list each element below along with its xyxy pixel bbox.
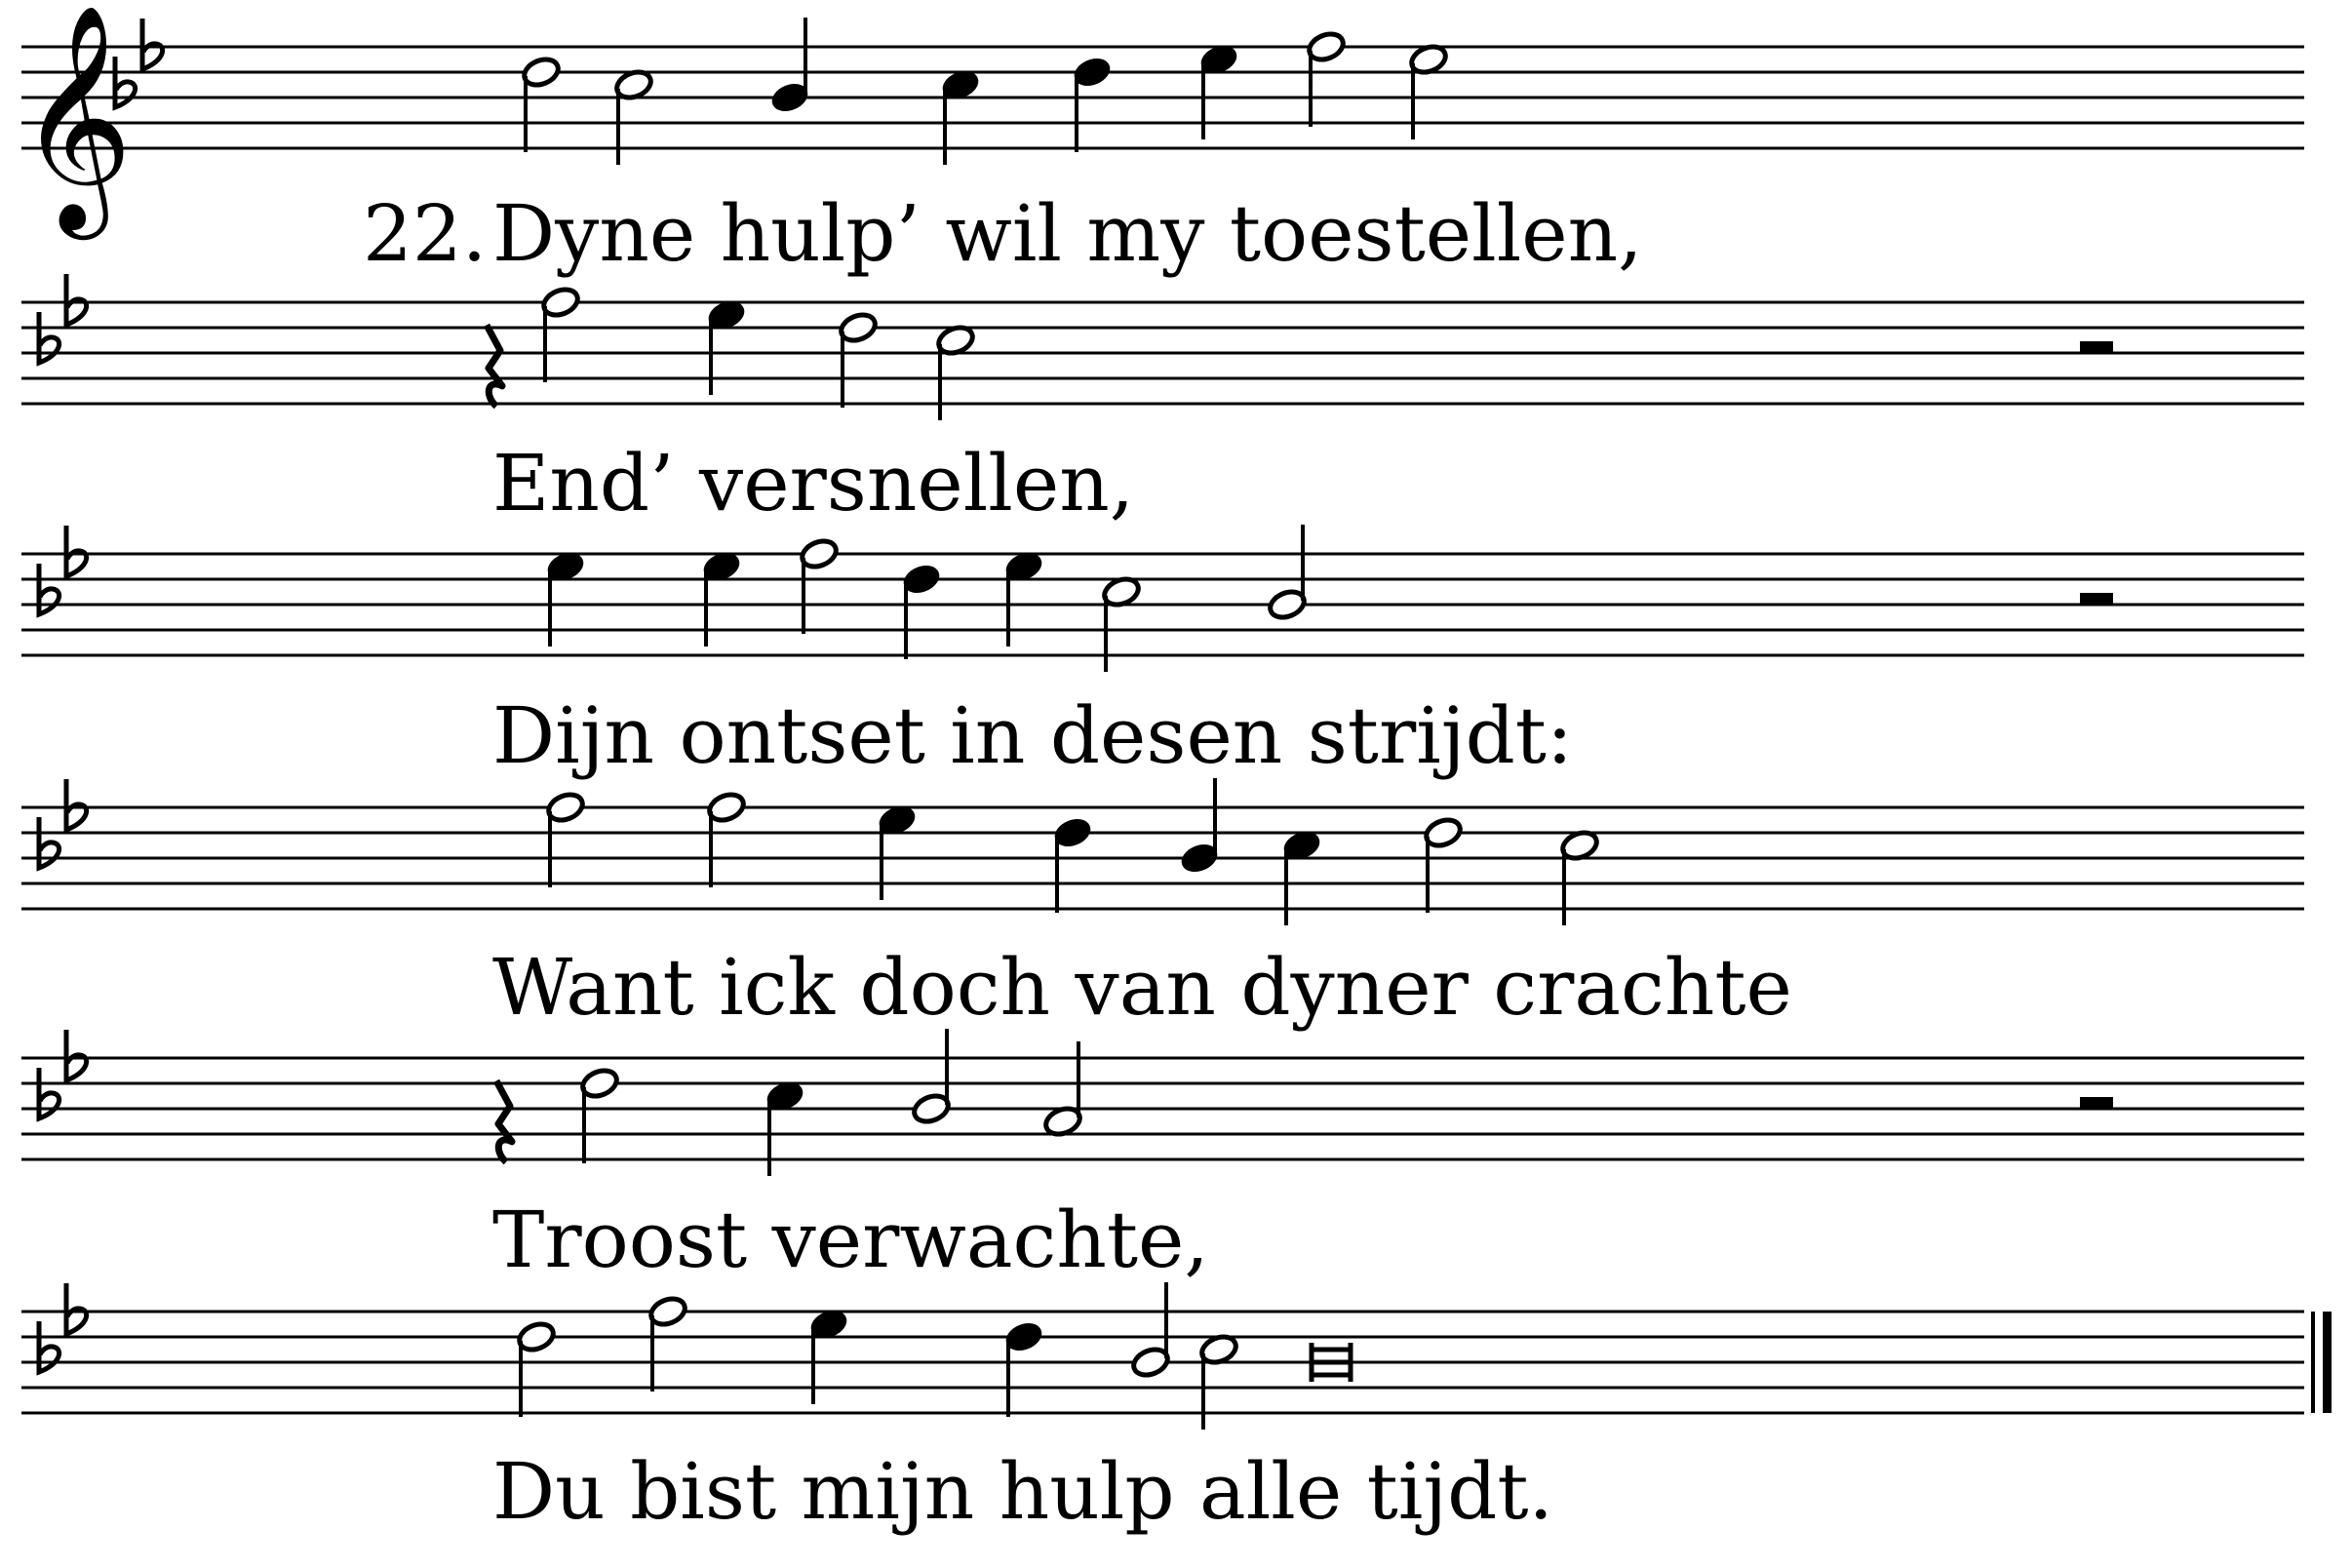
flat-sign-2 bbox=[66, 1283, 87, 1334]
flat-sign-1 bbox=[39, 1321, 59, 1372]
lyric-line-4: Want ick doch van dyner crachte bbox=[492, 942, 1792, 1033]
lyric-line-3: Dijn ontset in desen strijdt: bbox=[492, 690, 1573, 781]
lyric-line-2: End’ versnellen, bbox=[492, 438, 1135, 529]
flat-sign-2 bbox=[142, 19, 163, 69]
staff-3 bbox=[21, 525, 2304, 672]
quarter-rest bbox=[496, 1080, 512, 1161]
flat-sign-2 bbox=[66, 526, 87, 576]
flat-sign-2 bbox=[66, 779, 87, 830]
flat-sign-1 bbox=[39, 312, 59, 363]
flat-sign-2 bbox=[66, 274, 87, 325]
lyric-line-1: Dyne hulp’ wil my toestellen, bbox=[492, 188, 1643, 279]
staff-4 bbox=[21, 778, 2304, 925]
final-barline-thick bbox=[2323, 1312, 2332, 1413]
half-rest bbox=[2080, 341, 2113, 353]
lyric-line-6: Du bist mijn hulp alle tijdt. bbox=[492, 1446, 1553, 1537]
flat-sign-2 bbox=[66, 1030, 87, 1080]
half-rest bbox=[2080, 1097, 2113, 1109]
half-rest bbox=[2080, 593, 2113, 605]
staff-5 bbox=[21, 1029, 2304, 1176]
flat-sign-1 bbox=[39, 817, 59, 868]
lyric-line-5: Troost verwachte, bbox=[492, 1195, 1209, 1285]
quarter-rest bbox=[487, 325, 502, 406]
flat-sign-1 bbox=[39, 564, 59, 614]
flat-sign-1 bbox=[39, 1068, 59, 1118]
staff-2 bbox=[21, 274, 2304, 420]
treble-clef: 𝄞 bbox=[18, 3, 134, 230]
staff-6 bbox=[21, 1282, 2332, 1430]
verse-number: 22. bbox=[363, 188, 488, 279]
